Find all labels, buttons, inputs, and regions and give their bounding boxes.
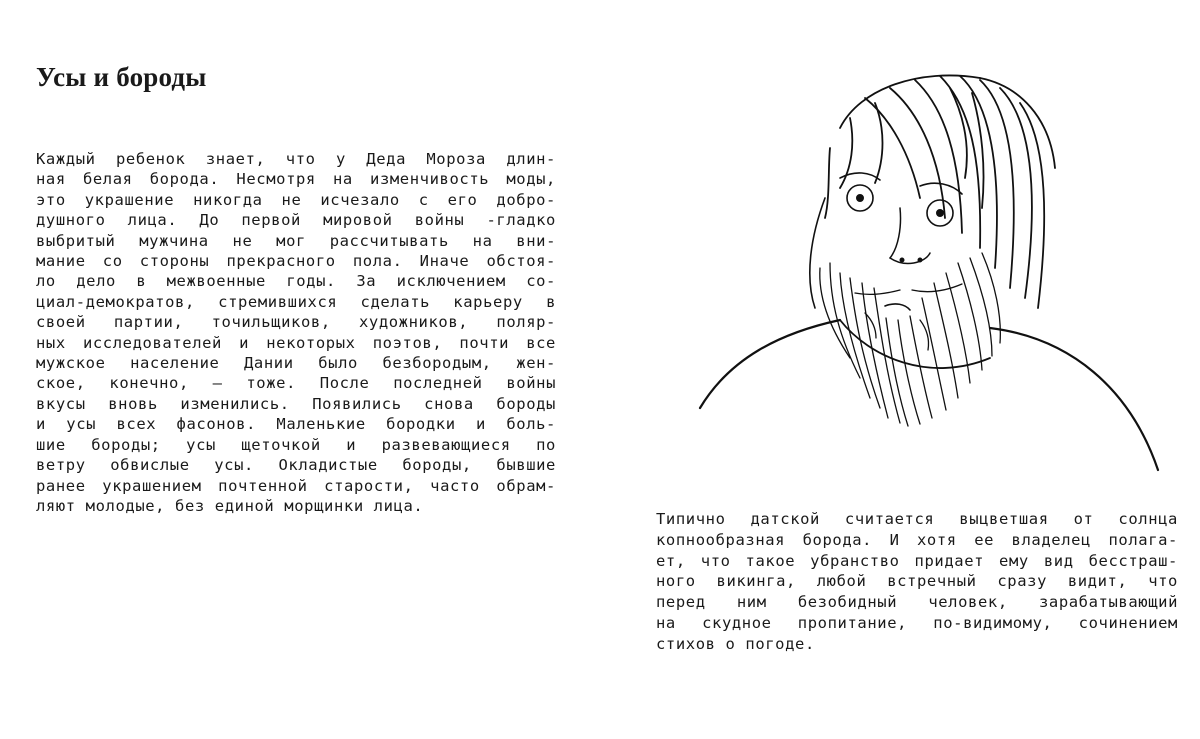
main-text-line: душного лица. До первой мировой войны -гладко (36, 211, 556, 230)
main-text-line: вкусы вновь изменились. Появились снова бороды (36, 394, 556, 413)
caption-line: ного викинга, любой встречный сразу видит, что (656, 572, 1178, 591)
caption-line: ет, что такое убранство придает ему вид бесстраш- (656, 551, 1178, 570)
main-text-line: ная белая борода. Несмотря на изменчивость моды, (36, 170, 556, 189)
caption-line: на скудное пропитание, по-видимому, сочинением (656, 613, 1178, 632)
main-text-line: ло дело в межвоенные годы. За исключением со- (36, 272, 556, 291)
main-text-line: ветру обвислые усы. Окладистые бороды, бывшие (36, 456, 556, 475)
bearded-man-drawing-icon (690, 58, 1180, 478)
main-text-column (36, 149, 556, 516)
main-text-line: и усы всех фасонов. Маленькие бородки и боль- (36, 415, 556, 434)
main-text-line: своей партии, точильщиков, художников, поляр- (36, 313, 556, 332)
caption-column (656, 509, 1178, 655)
main-text-line: циал-демократов, стремившихся сделать карьеру в (36, 292, 556, 311)
caption-line: Типично датской считается выцветшая от солнца (656, 510, 1178, 528)
main-text-line: ляют молодые, без единой морщинки лица. (36, 496, 424, 515)
main-text-line: это украшение никогда не исчезало с его добро- (36, 190, 556, 209)
caption-line: копнообразная борода. И хотя ее владелец полага- (656, 530, 1178, 549)
main-text-line: мужское население Дании было безбородым, жен- (36, 354, 556, 373)
main-text-line: ское, конечно, — тоже. После последней войны (36, 374, 556, 393)
caption-line: стихов о погоде. (656, 634, 815, 653)
main-text-line: ных исследователей и некоторых поэтов, почти все (36, 333, 556, 352)
main-text-line: мание со стороны прекрасного пола. Иначе обстоя- (36, 252, 556, 271)
main-text-line: Каждый ребенок знает, что у Деда Мороза длин- (36, 150, 556, 168)
caption-line: перед ним безобидный человек, зарабатывающий (656, 593, 1178, 612)
page-title: Усы и бороды (36, 62, 207, 92)
main-text-line: шие бороды; усы щеточкой и развевающиеся по (36, 435, 556, 454)
main-text-line: выбритый мужчина не мог рассчитывать на вни- (36, 231, 556, 250)
main-text-line: ранее украшением почтенной старости, часто обрам- (36, 476, 556, 495)
